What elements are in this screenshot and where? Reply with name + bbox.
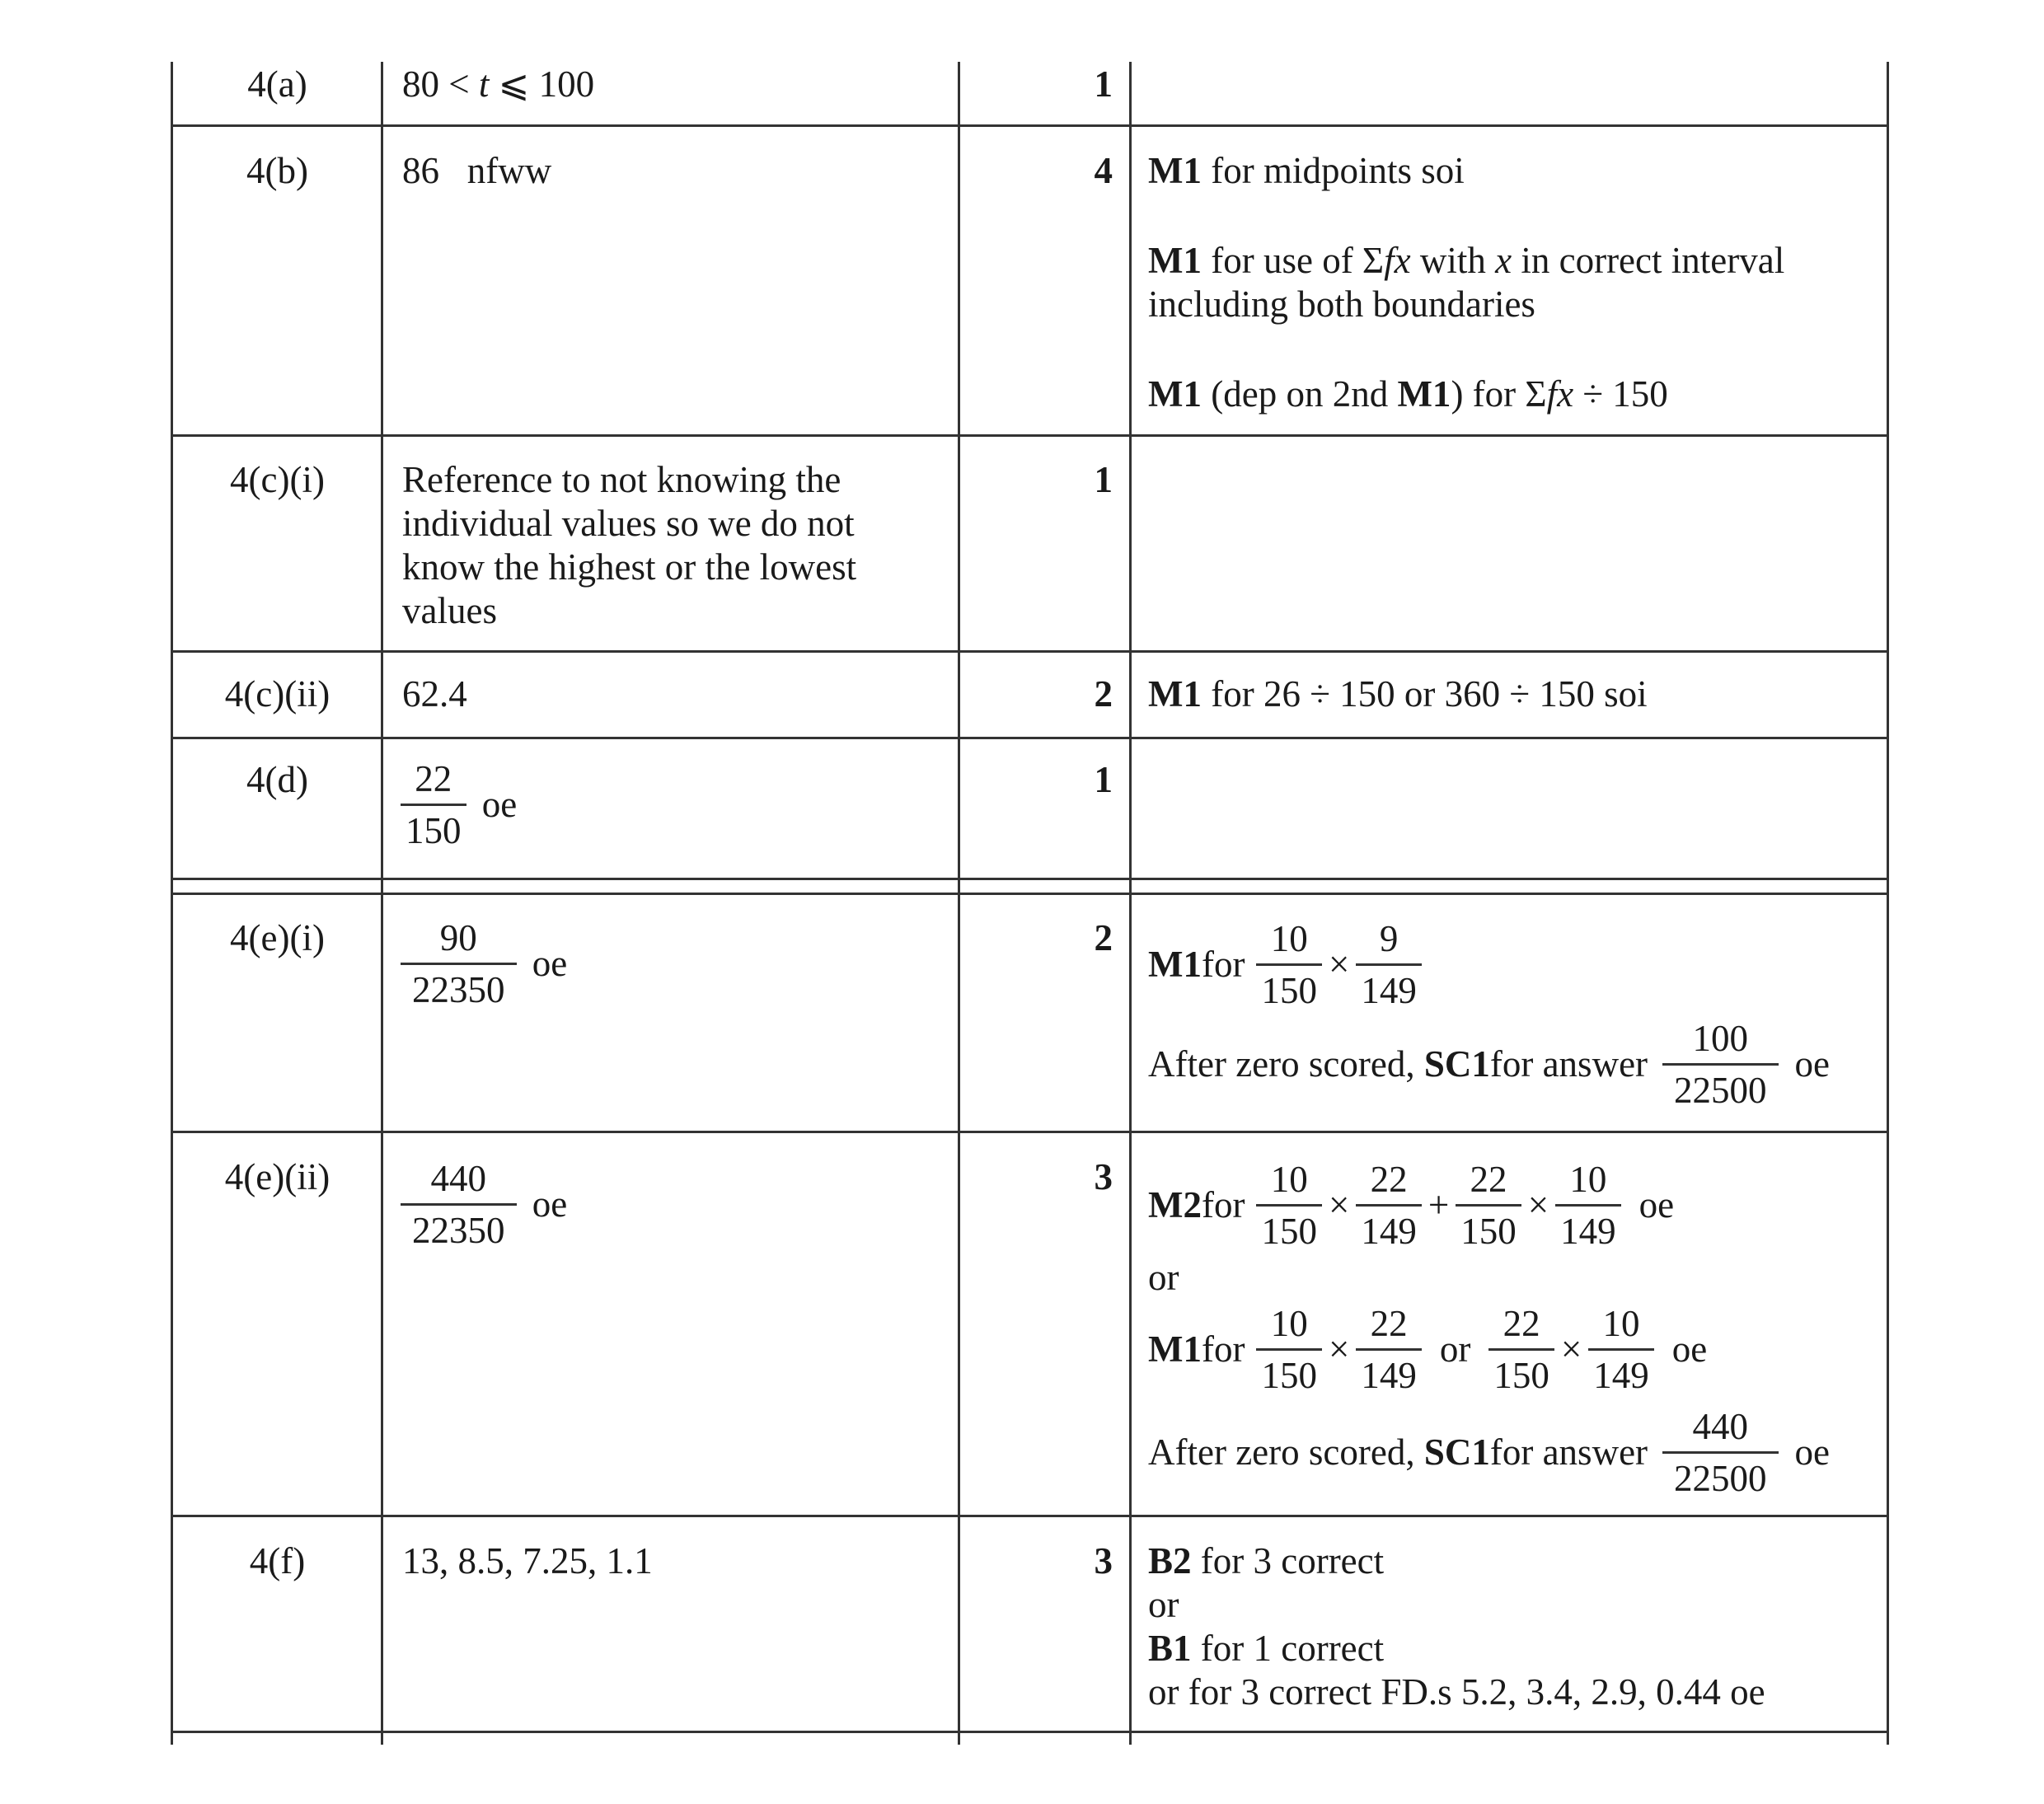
grid-line-left <box>171 62 173 1745</box>
guidance-text: After zero scored, <box>1148 1431 1424 1473</box>
marks: 3 <box>1094 1540 1113 1581</box>
guidance-line <box>1148 1539 1765 1583</box>
denominator: 150 <box>401 804 466 855</box>
marks: 1 <box>1094 63 1113 105</box>
fraction <box>1451 1155 1526 1256</box>
grid-line-marks-divider <box>1129 62 1132 1745</box>
guidance-text: for answer <box>1489 1431 1648 1473</box>
answer-suffix: oe <box>532 1183 568 1225</box>
mark-code: M1 <box>1148 673 1202 715</box>
row-divider <box>171 1131 1889 1133</box>
guidance <box>1148 913 1831 1113</box>
answer <box>396 1154 569 1255</box>
fraction <box>1251 914 1327 1015</box>
numerator: 22 <box>1470 1159 1507 1200</box>
denominator: 150 <box>1256 1348 1322 1400</box>
fraction <box>1351 1155 1427 1256</box>
row-divider <box>171 1515 1889 1517</box>
times-symbol: × <box>1560 1328 1582 1370</box>
guidance-text: for 3 correct <box>1191 1540 1385 1581</box>
guidance-text: for answer <box>1489 1043 1648 1085</box>
mark-code: SC1 <box>1423 1043 1490 1085</box>
denominator: 150 <box>1456 1204 1521 1256</box>
answer <box>396 754 518 855</box>
denominator: 149 <box>1356 963 1422 1015</box>
or-label: or <box>1439 1328 1471 1370</box>
oe-label: oe <box>1794 1431 1831 1473</box>
oe-label: oe <box>1638 1184 1675 1225</box>
fraction <box>1351 914 1427 1015</box>
guidance-line <box>1148 1014 1831 1113</box>
guidance-line <box>1148 373 1784 416</box>
plus-symbol: + <box>1428 1184 1450 1225</box>
row-divider-double-top <box>171 878 1889 880</box>
question-number: 4(e)(i) <box>230 917 325 958</box>
guidance-text: for midpoints soi <box>1201 150 1465 191</box>
guidance-text: in correct interval <box>1512 240 1785 281</box>
row-divider <box>171 434 1889 437</box>
guidance-text: with <box>1410 240 1496 281</box>
mark-code: B1 <box>1148 1628 1192 1669</box>
denominator: 22500 <box>1662 1451 1779 1503</box>
times-symbol: × <box>1527 1184 1549 1225</box>
numerator: 440 <box>430 1158 486 1199</box>
denominator: 149 <box>1588 1348 1654 1400</box>
guidance-line: or for 3 correct FD.s 5.2, 3.4, 2.9, 0.44 oe <box>1148 1671 1765 1713</box>
row-divider-double-bottom <box>171 893 1889 895</box>
marks: 4 <box>1094 150 1113 191</box>
guidance-text: for 26 ÷ 150 or 360 ÷ 150 soi <box>1201 673 1648 715</box>
fraction <box>1251 1155 1327 1256</box>
answer: 86 nfww <box>402 150 552 191</box>
guidance-line <box>1148 239 1784 283</box>
guidance-text: for use of Σ <box>1201 240 1385 281</box>
numerator: 10 <box>1602 1303 1640 1344</box>
row-divider <box>171 650 1889 653</box>
answer-line: know the highest or the lowest <box>402 546 857 588</box>
fraction <box>1657 1014 1784 1115</box>
question-number: 4(d) <box>246 759 308 800</box>
answer: 62.4 <box>402 673 467 715</box>
guidance-italic: fx <box>1546 373 1574 415</box>
fraction <box>1657 1402 1784 1503</box>
answer-relation: ⩽ <box>489 63 539 105</box>
numerator: 22 <box>1370 1159 1408 1200</box>
oe-label: oe <box>1794 1043 1831 1085</box>
answer <box>402 63 594 106</box>
fraction <box>1583 1299 1659 1400</box>
denominator: 22350 <box>401 963 517 1014</box>
numerator: 9 <box>1379 918 1399 959</box>
fraction <box>1484 1299 1559 1400</box>
guidance-text: for 1 correct <box>1191 1628 1385 1669</box>
guidance-line <box>1148 1627 1765 1670</box>
numerator: 22 <box>1370 1303 1408 1344</box>
numerator: 10 <box>1270 1159 1308 1200</box>
guidance-or: or <box>1148 1584 1179 1625</box>
fraction <box>1251 1299 1327 1400</box>
question-number: 4(c)(ii) <box>224 673 331 715</box>
answer-fraction <box>396 754 471 855</box>
guidance <box>1148 149 1784 416</box>
row-divider <box>171 737 1889 739</box>
grid-line-answer-divider <box>958 62 960 1745</box>
row-divider <box>171 1731 1889 1733</box>
question-number: 4(b) <box>246 150 308 191</box>
guidance-line: including both boundaries <box>1148 283 1535 325</box>
numerator: 22 <box>415 758 452 799</box>
guidance-line <box>1148 1154 1831 1257</box>
guidance-text: (dep on 2nd <box>1201 373 1398 415</box>
mark-code: SC1 <box>1423 1431 1490 1473</box>
times-symbol: × <box>1328 1184 1350 1225</box>
guidance <box>1148 672 1648 716</box>
answer: 13, 8.5, 7.25, 1.1 <box>402 1540 653 1581</box>
denominator: 149 <box>1356 1204 1422 1256</box>
marks: 3 <box>1094 1156 1113 1197</box>
denominator: 150 <box>1256 963 1322 1015</box>
answer-line: Reference to not knowing the <box>402 459 842 500</box>
answer-suffix: 100 <box>538 63 595 105</box>
marks: 2 <box>1094 673 1113 715</box>
times-symbol: × <box>1328 944 1350 985</box>
answer-line: individual values so we do not <box>402 503 855 544</box>
guidance-text: for <box>1201 1328 1245 1370</box>
answer-variable: t <box>478 63 490 105</box>
fraction <box>1550 1155 1626 1256</box>
answer-fraction <box>396 913 522 1014</box>
answer <box>396 913 569 1014</box>
answer-suffix: oe <box>481 784 518 825</box>
guidance-or: or <box>1148 1257 1179 1298</box>
mark-code: M1 <box>1148 240 1202 281</box>
question-number: 4(f) <box>249 1540 306 1581</box>
guidance-text: ÷ 150 <box>1573 373 1668 415</box>
guidance-italic: x <box>1495 240 1512 281</box>
guidance-text: for <box>1201 1184 1245 1225</box>
guidance <box>1148 1154 1831 1504</box>
guidance-line <box>1148 1298 1831 1401</box>
guidance-italic: fx <box>1384 240 1411 281</box>
marks: 1 <box>1094 459 1113 500</box>
mark-code: M1 <box>1148 373 1202 415</box>
mark-code: M1 <box>1397 373 1451 415</box>
times-symbol: × <box>1328 1328 1350 1370</box>
mark-code: M1 <box>1148 944 1202 985</box>
numerator: 10 <box>1270 918 1308 959</box>
guidance-line <box>1148 913 1831 1016</box>
denominator: 150 <box>1256 1204 1322 1256</box>
mark-code: M1 <box>1148 150 1202 191</box>
guidance-line <box>1148 1401 1831 1504</box>
answer-line: values <box>402 590 497 631</box>
answer <box>402 458 856 633</box>
question-number: 4(a) <box>247 63 307 105</box>
numerator: 10 <box>1569 1159 1607 1200</box>
mark-code: B2 <box>1148 1540 1192 1581</box>
question-number: 4(c)(i) <box>230 459 325 500</box>
marks: 1 <box>1094 759 1113 800</box>
guidance-text: ) for Σ <box>1451 373 1547 415</box>
question-number: 4(e)(ii) <box>224 1156 331 1197</box>
answer-suffix: oe <box>532 943 568 984</box>
denominator: 149 <box>1555 1204 1621 1256</box>
guidance-text: After zero scored, <box>1148 1043 1424 1085</box>
denominator: 150 <box>1488 1348 1554 1400</box>
guidance-line <box>1148 149 1784 193</box>
marks: 2 <box>1094 917 1113 958</box>
denominator: 22350 <box>401 1203 517 1255</box>
numerator: 440 <box>1692 1406 1749 1447</box>
answer-prefix: 80 < <box>402 63 479 105</box>
grid-line-right <box>1887 62 1889 1745</box>
numerator: 100 <box>1692 1017 1749 1059</box>
oe-label: oe <box>1671 1328 1708 1370</box>
denominator: 149 <box>1356 1348 1422 1400</box>
mark-code: M2 <box>1148 1184 1202 1225</box>
numerator: 10 <box>1270 1303 1308 1344</box>
denominator: 22500 <box>1662 1063 1779 1115</box>
guidance <box>1148 1539 1765 1714</box>
fraction <box>1351 1299 1427 1400</box>
guidance-text: for <box>1201 944 1245 985</box>
numerator: 22 <box>1503 1303 1540 1344</box>
row-divider <box>171 124 1889 127</box>
numerator: 90 <box>439 917 477 958</box>
answer-fraction <box>396 1154 522 1255</box>
mark-code: M1 <box>1148 1328 1202 1370</box>
grid-line-question-divider <box>381 62 383 1745</box>
